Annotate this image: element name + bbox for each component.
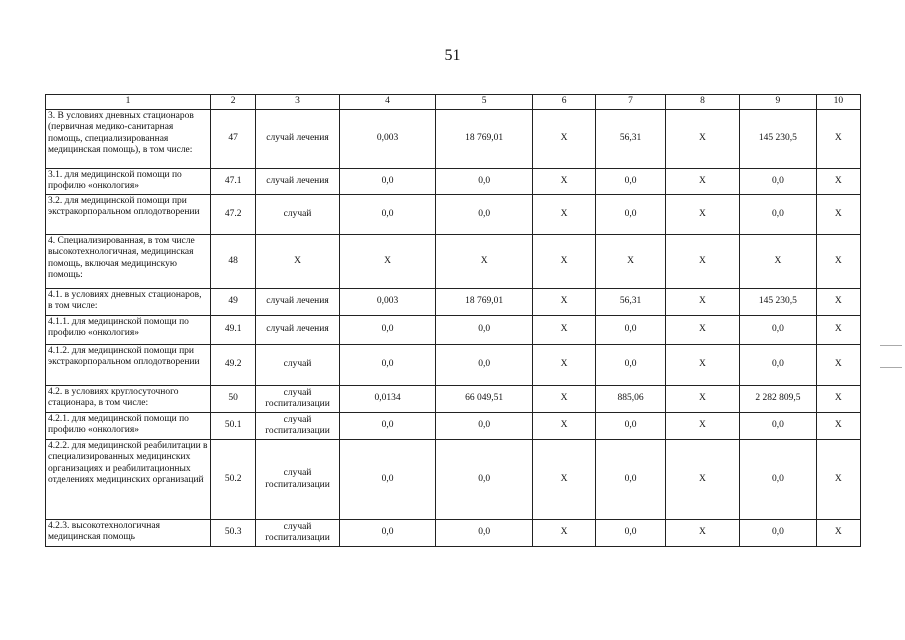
cell: 0,0 bbox=[339, 316, 436, 345]
cell: 0,0 bbox=[596, 520, 665, 547]
cell: Х bbox=[665, 289, 739, 316]
row-code: 50.3 bbox=[211, 520, 256, 547]
cell: Х bbox=[665, 386, 739, 413]
cell: Х bbox=[665, 195, 739, 235]
cell: 0,0 bbox=[436, 345, 533, 386]
cell: 0,0134 bbox=[339, 386, 436, 413]
cell: 0,0 bbox=[596, 169, 665, 195]
cell: Х bbox=[665, 169, 739, 195]
cell: 0,0 bbox=[339, 520, 436, 547]
cell: Х bbox=[436, 235, 533, 289]
cell: Х bbox=[816, 195, 860, 235]
scan-edge-mark bbox=[880, 345, 902, 346]
unit-cell: случай госпитализации bbox=[256, 413, 340, 440]
table-row bbox=[46, 413, 861, 440]
table-row bbox=[46, 345, 861, 386]
column-header: 4 bbox=[339, 95, 436, 110]
cell: 0,0 bbox=[596, 345, 665, 386]
cell: 0,0 bbox=[436, 440, 533, 520]
cell: 0,0 bbox=[436, 316, 533, 345]
cell: Х bbox=[596, 235, 665, 289]
cell: Х bbox=[532, 413, 595, 440]
cell: 0,0 bbox=[436, 195, 533, 235]
unit-cell: случай госпитализации bbox=[256, 440, 340, 520]
table-row bbox=[46, 316, 861, 345]
cell: Х bbox=[532, 316, 595, 345]
unit-cell: случай лечения bbox=[256, 289, 340, 316]
column-header: 3 bbox=[256, 95, 340, 110]
cell: 145 230,5 bbox=[740, 289, 816, 316]
row-name: 4. Специализированная, в том числе высокотехнологичная, медицинская помощь, включая медицинскую помощь: bbox=[46, 235, 211, 289]
cell: Х bbox=[532, 440, 595, 520]
cell: Х bbox=[665, 345, 739, 386]
cell: 0,0 bbox=[339, 345, 436, 386]
row-name: 4.1.1. для медицинской помощи по профилю «онкология» bbox=[46, 316, 211, 345]
cell: 0,0 bbox=[339, 413, 436, 440]
row-name: 4.2.3. высокотехнологичная медицинская помощь bbox=[46, 520, 211, 547]
row-code: 50 bbox=[211, 386, 256, 413]
column-header: 7 bbox=[596, 95, 665, 110]
row-name: 3. В условиях дневных стационаров (первичная медико-санитарная помощь, специализированная медицинская помощь), в том числе: bbox=[46, 110, 211, 169]
column-header: 1 bbox=[46, 95, 211, 110]
row-name: 4.2. в условиях круглосуточного стационара, в том числе: bbox=[46, 386, 211, 413]
cell: 0,0 bbox=[436, 520, 533, 547]
cell: Х bbox=[532, 386, 595, 413]
cell: Х bbox=[816, 413, 860, 440]
row-name: 3.2. для медицинской помощи при экстракорпоральном оплодотворении bbox=[46, 195, 211, 235]
cell: 0,003 bbox=[339, 110, 436, 169]
cell: Х bbox=[665, 235, 739, 289]
cell: 0,0 bbox=[339, 440, 436, 520]
cell: 0,0 bbox=[596, 413, 665, 440]
financing-table bbox=[45, 94, 861, 547]
scan-edge-mark bbox=[880, 367, 902, 368]
cell: 0,0 bbox=[339, 195, 436, 235]
column-header: 2 bbox=[211, 95, 256, 110]
unit-cell: случай bbox=[256, 345, 340, 386]
cell: Х bbox=[532, 195, 595, 235]
row-name: 4.2.1. для медицинской помощи по профилю «онкология» bbox=[46, 413, 211, 440]
cell: Х bbox=[532, 520, 595, 547]
cell: Х bbox=[816, 289, 860, 316]
cell: 18 769,01 bbox=[436, 289, 533, 316]
cell: 0,0 bbox=[740, 316, 816, 345]
unit-cell: случай госпитализации bbox=[256, 520, 340, 547]
cell: 0,003 bbox=[339, 289, 436, 316]
row-code: 50.2 bbox=[211, 440, 256, 520]
row-code: 49 bbox=[211, 289, 256, 316]
cell: Х bbox=[665, 440, 739, 520]
column-number-row bbox=[46, 95, 861, 110]
column-header: 9 bbox=[740, 95, 816, 110]
cell: Х bbox=[816, 440, 860, 520]
table-row bbox=[46, 235, 861, 289]
cell: Х bbox=[532, 110, 595, 169]
cell: 0,0 bbox=[740, 520, 816, 547]
cell: 0,0 bbox=[596, 195, 665, 235]
cell: 18 769,01 bbox=[436, 110, 533, 169]
column-header: 8 bbox=[665, 95, 739, 110]
cell: Х bbox=[665, 316, 739, 345]
table-row bbox=[46, 289, 861, 316]
cell: 66 049,51 bbox=[436, 386, 533, 413]
row-code: 50.1 bbox=[211, 413, 256, 440]
row-code: 47.2 bbox=[211, 195, 256, 235]
unit-cell: Х bbox=[256, 235, 340, 289]
row-name: 3.1. для медицинской помощи по профилю «онкология» bbox=[46, 169, 211, 195]
cell: 885,06 bbox=[596, 386, 665, 413]
row-code: 47 bbox=[211, 110, 256, 169]
cell: Х bbox=[816, 520, 860, 547]
table-row bbox=[46, 195, 861, 235]
cell: Х bbox=[816, 345, 860, 386]
column-header: 10 bbox=[816, 95, 860, 110]
table-row bbox=[46, 440, 861, 520]
cell: Х bbox=[532, 169, 595, 195]
page-number: 51 bbox=[444, 47, 461, 64]
cell: 0,0 bbox=[596, 440, 665, 520]
cell: Х bbox=[339, 235, 436, 289]
row-name: 4.1.2. для медицинской помощи при экстракорпоральном оплодотворении bbox=[46, 345, 211, 386]
cell: Х bbox=[816, 110, 860, 169]
cell: 0,0 bbox=[339, 169, 436, 195]
table-row bbox=[46, 386, 861, 413]
cell: Х bbox=[816, 235, 860, 289]
row-code: 47.1 bbox=[211, 169, 256, 195]
cell: Х bbox=[532, 345, 595, 386]
row-code: 48 bbox=[211, 235, 256, 289]
cell: Х bbox=[740, 235, 816, 289]
cell: 145 230,5 bbox=[740, 110, 816, 169]
cell: Х bbox=[816, 316, 860, 345]
cell: 0,0 bbox=[740, 440, 816, 520]
unit-cell: случай bbox=[256, 195, 340, 235]
cell: Х bbox=[532, 235, 595, 289]
cell: Х bbox=[816, 386, 860, 413]
cell: 0,0 bbox=[740, 413, 816, 440]
cell: 56,31 bbox=[596, 110, 665, 169]
cell: Х bbox=[665, 413, 739, 440]
cell: 2 282 809,5 bbox=[740, 386, 816, 413]
cell: Х bbox=[665, 520, 739, 547]
cell: 0,0 bbox=[436, 169, 533, 195]
cell: 0,0 bbox=[740, 345, 816, 386]
cell: 0,0 bbox=[740, 169, 816, 195]
cell: 56,31 bbox=[596, 289, 665, 316]
row-name: 4.1. в условиях дневных стационаров, в том числе: bbox=[46, 289, 211, 316]
cell: Х bbox=[665, 110, 739, 169]
row-code: 49.1 bbox=[211, 316, 256, 345]
unit-cell: случай лечения bbox=[256, 316, 340, 345]
cell: Х bbox=[532, 289, 595, 316]
unit-cell: случай лечения bbox=[256, 110, 340, 169]
cell: 0,0 bbox=[436, 413, 533, 440]
unit-cell: случай лечения bbox=[256, 169, 340, 195]
column-header: 6 bbox=[532, 95, 595, 110]
cell: 0,0 bbox=[740, 195, 816, 235]
table-row bbox=[46, 169, 861, 195]
table-row bbox=[46, 520, 861, 547]
table-row bbox=[46, 110, 861, 169]
row-code: 49.2 bbox=[211, 345, 256, 386]
unit-cell: случай госпитализации bbox=[256, 386, 340, 413]
row-name: 4.2.2. для медицинской реабилитации в специализированных медицинских организациях и реабилитационных отделениях медицинских организаций bbox=[46, 440, 211, 520]
column-header: 5 bbox=[436, 95, 533, 110]
cell: 0,0 bbox=[596, 316, 665, 345]
cell: Х bbox=[816, 169, 860, 195]
